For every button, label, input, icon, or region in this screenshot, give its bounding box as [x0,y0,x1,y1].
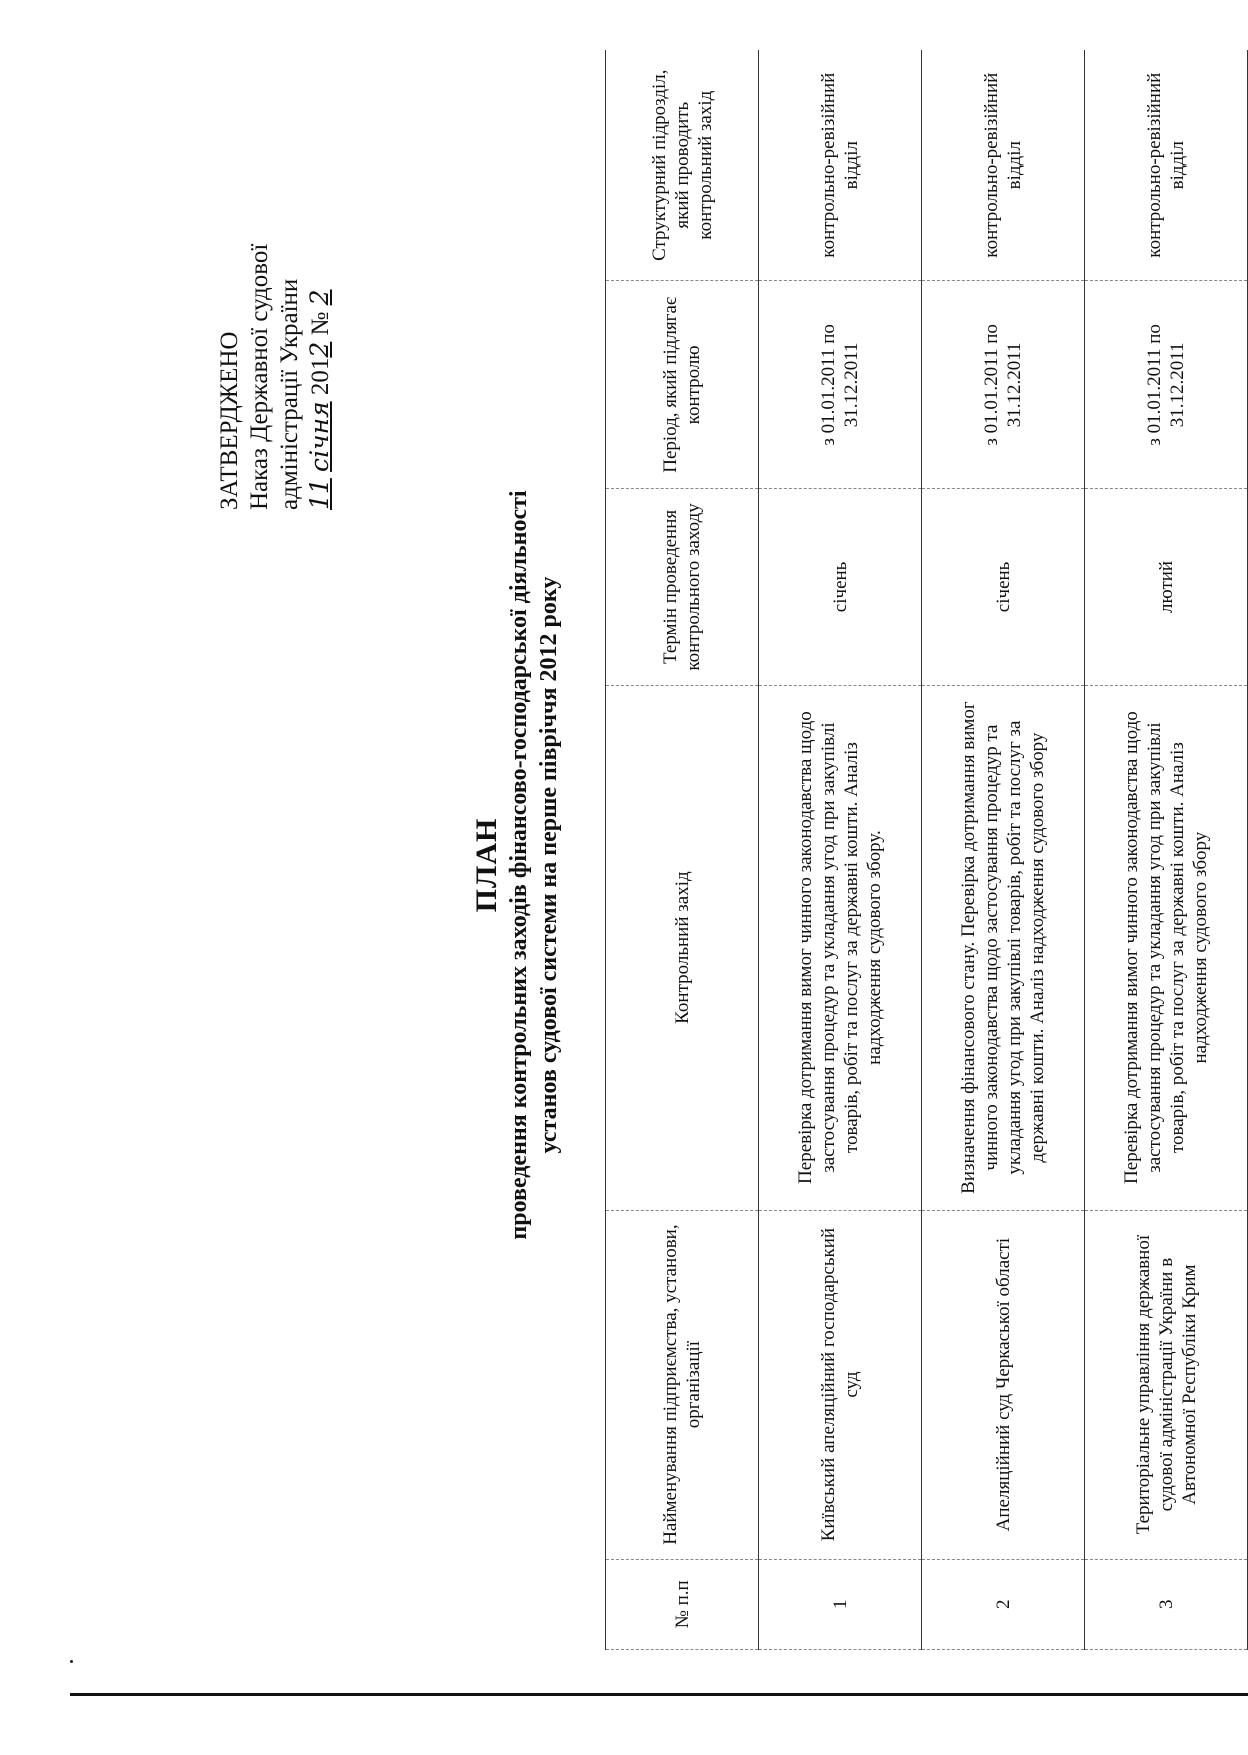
approval-date-line [305,90,336,510]
scan-speck [70,1660,73,1663]
cell-unit: контрольно-ревізійний відділ [1085,50,1248,281]
approval-order-line: Наказ Державної судової [246,243,273,510]
table-header-row [606,50,759,1650]
cell-unit: контрольно-ревізійний відділ [759,50,922,281]
cell-term: січень [922,489,1085,685]
cell-term: лютий [1085,489,1248,685]
cell-term: січень [759,489,922,685]
header-term: Термін проведення контрольного заходу [606,489,759,685]
cell-name: Апеляційний суд Черкаської області [922,1210,1085,1559]
title-sub2: установ судової системи на перше півріччя 2012 року [536,576,562,1154]
header-unit: Структурний підрозділ, який проводить контрольний захід [606,50,759,281]
cell-action: Перевірка дотримання вимог чинного законодавства щодо застосування процедур та укладання угод при закупівлі товарів, робіт та послуг за державні кошти. Аналіз надходження судового збору [1085,685,1248,1210]
scan-edge-rule [70,1693,1248,1696]
approval-day: 11 [305,478,334,510]
cell-no: 1 [759,1559,922,1649]
approval-year-suffix: 2 [305,341,334,358]
approval-number: 2 [305,289,334,306]
header-action: Контрольний захід [606,685,759,1210]
header-name: Найменування підприємства, установи, організації [606,1210,759,1559]
table-row [759,50,922,1650]
cell-name: Територіальне управління державної судової адміністрації України в Автономної Республіки Крим [1085,1210,1248,1559]
table-row [1085,50,1248,1650]
plan-table [605,50,1248,1650]
cell-no: 2 [922,1559,1085,1649]
cell-unit: контрольно-ревізійний відділ [922,50,1085,281]
title-sub1: проведення контрольних заходів фінансово-господарської діяльності [506,490,532,1240]
approval-heading: ЗАТВЕРДЖЕНО [216,331,243,510]
cell-action: Перевірка дотримання вимог чинного законодавства щодо застосування процедур та укладання угод при закупівлі товарів, робіт та послуг за державні кошти. Аналіз надходження судового збору. [759,685,922,1210]
cell-no: 3 [1085,1559,1248,1649]
header-period: Період, який підлягає контролю [606,281,759,489]
approval-org-line: адміністрації України [276,278,303,510]
cell-period: з 01.01.2011 по 31.12.2011 [759,281,922,489]
header-no: № п.п [606,1559,759,1649]
table-row [922,50,1085,1650]
cell-name: Київський апеляційний господарський суд [759,1210,922,1559]
document-title [470,40,564,1690]
cell-period: з 01.01.2011 по 31.12.2011 [1085,281,1248,489]
approval-stamp-block [215,90,336,510]
approval-number-label: № [307,311,334,336]
approval-year-prefix: 201 [307,357,334,396]
cell-period: з 01.01.2011 по 31.12.2011 [922,281,1085,489]
cell-action: Визначення фінансового стану. Перевірка дотримання вимог чинного законодавства щодо застосування процедур та укладання угод при закупівлі товарів, робіт та послуг за державні кошти. Аналіз надходження судового збору [922,685,1085,1210]
title-main: ПЛАН [470,817,503,913]
approval-month: січня [305,401,334,472]
rotated-document [30,40,1211,1690]
